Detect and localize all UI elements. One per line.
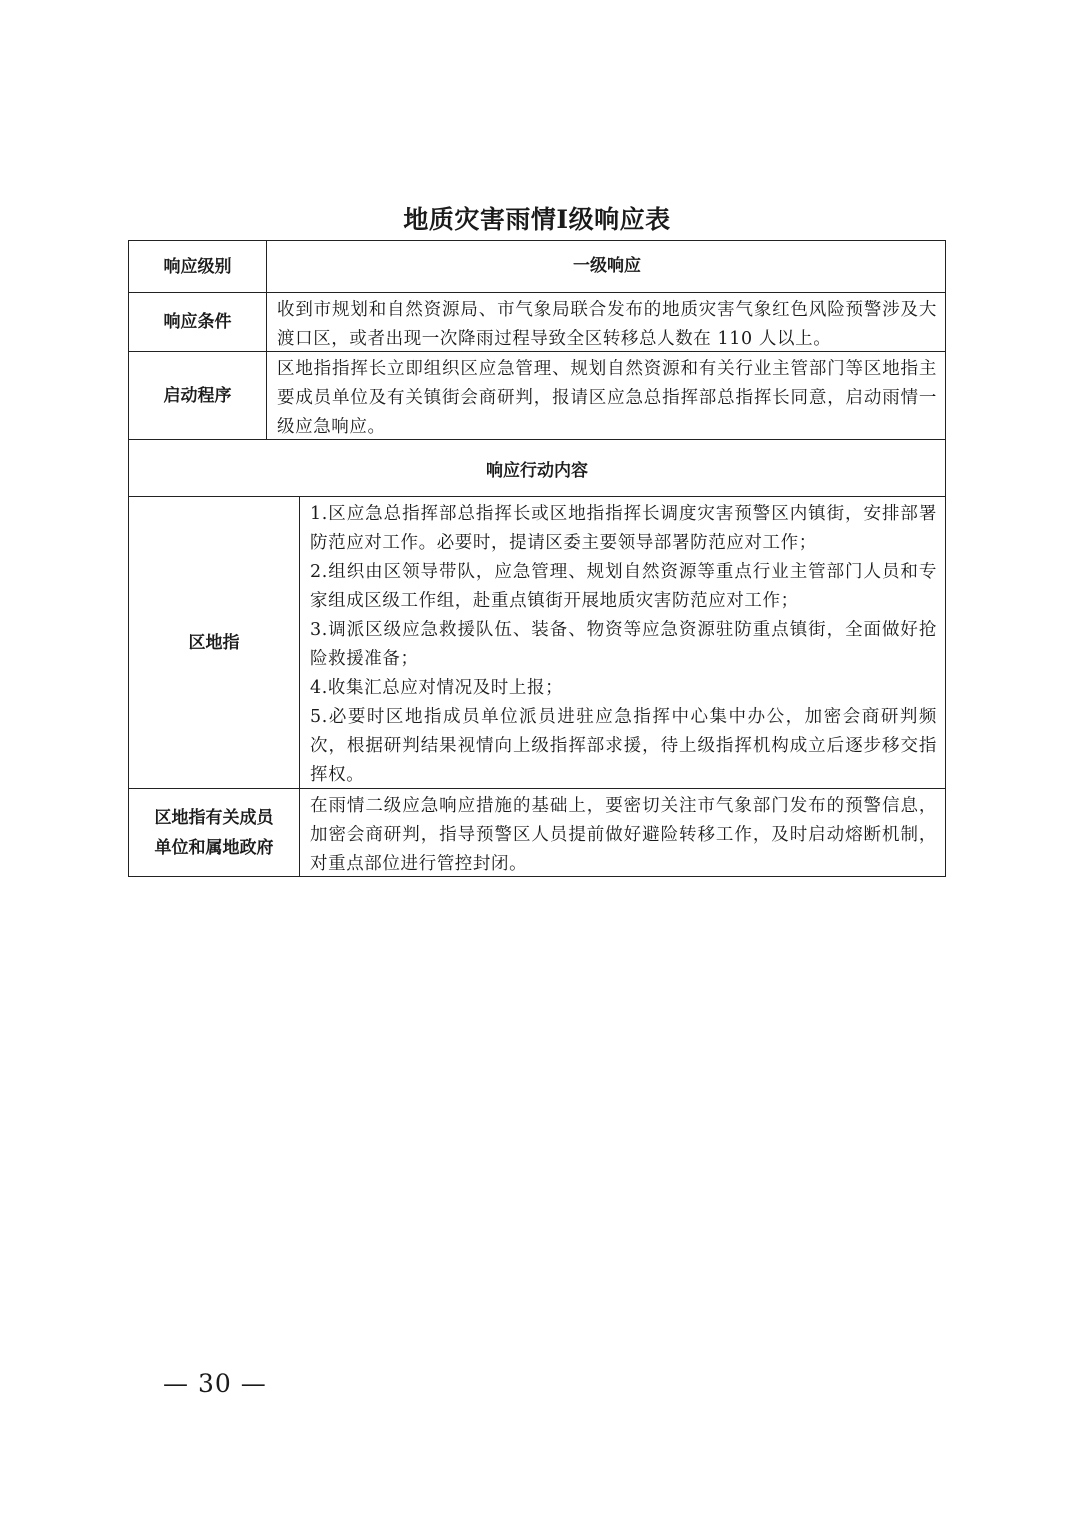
district-label: 区地指	[129, 497, 300, 788]
response-table	[128, 240, 946, 877]
condition-label: 响应条件	[129, 293, 267, 351]
table-row-procedure	[129, 352, 945, 440]
members-label	[129, 789, 300, 876]
page-title: 地质灾害雨情Ⅰ级响应表	[403, 205, 671, 234]
table-row-condition	[129, 293, 945, 352]
action-header: 响应行动内容	[486, 460, 588, 481]
list-item: 2.组织由区领导带队，应急管理、规划自然资源等重点行业主管部门人员和专家组成区级工作组，赴重点镇街开展地质灾害防范应对工作；	[310, 562, 937, 611]
list-item: 5.必要时区地指成员单位派员进驻应急指挥中心集中办公，加密会商研判频次，根据研判结果视情向上级指挥部求援，待上级指挥机构成立后逐步移交指挥权。	[310, 707, 937, 785]
members-label-line1: 区地指有关成员	[154, 807, 274, 828]
procedure-label: 启动程序	[129, 352, 267, 439]
list-item: 4.收集汇总应对情况及时上报；	[310, 678, 564, 698]
table-row-level	[129, 241, 945, 293]
page-number: — 30 —	[163, 1369, 267, 1398]
procedure-value: 区地指指挥长立即组织区应急管理、规划自然资源和有关行业主管部门等区地指主要成员单位及有关镇街会商研判，报请区应急总指挥部总指挥长同意，启动雨情一级应急响应。	[277, 359, 937, 437]
table-row-members	[129, 789, 945, 876]
table-row-action-header	[129, 440, 945, 497]
members-value: 在雨情二级应急响应措施的基础上，要密切关注市气象部门发布的预警信息，加密会商研判，指导预警区人员提前做好避险转移工作，及时启动熔断机制，对重点部位进行管控封闭。	[310, 796, 937, 874]
condition-value: 收到市规划和自然资源局、市气象局联合发布的地质灾害气象红色风险预警涉及大渡口区，或者出现一次降雨过程导致全区转移总人数在 110 人以上。	[277, 300, 937, 349]
district-actions	[300, 497, 945, 788]
list-item: 1.区应急总指挥部总指挥长或区地指指挥长调度灾害预警区内镇街，安排部署防范应对工作。必要时，提请区委主要领导部署防范应对工作；	[310, 504, 937, 553]
level-value: 一级响应	[573, 256, 641, 276]
table-row-district	[129, 497, 945, 789]
members-label-line2: 单位和属地政府	[154, 837, 274, 858]
level-label: 响应级别	[129, 241, 267, 292]
list-item: 3.调派区级应急救援队伍、装备、物资等应急资源驻防重点镇街，全面做好抢险救援准备；	[310, 620, 937, 669]
